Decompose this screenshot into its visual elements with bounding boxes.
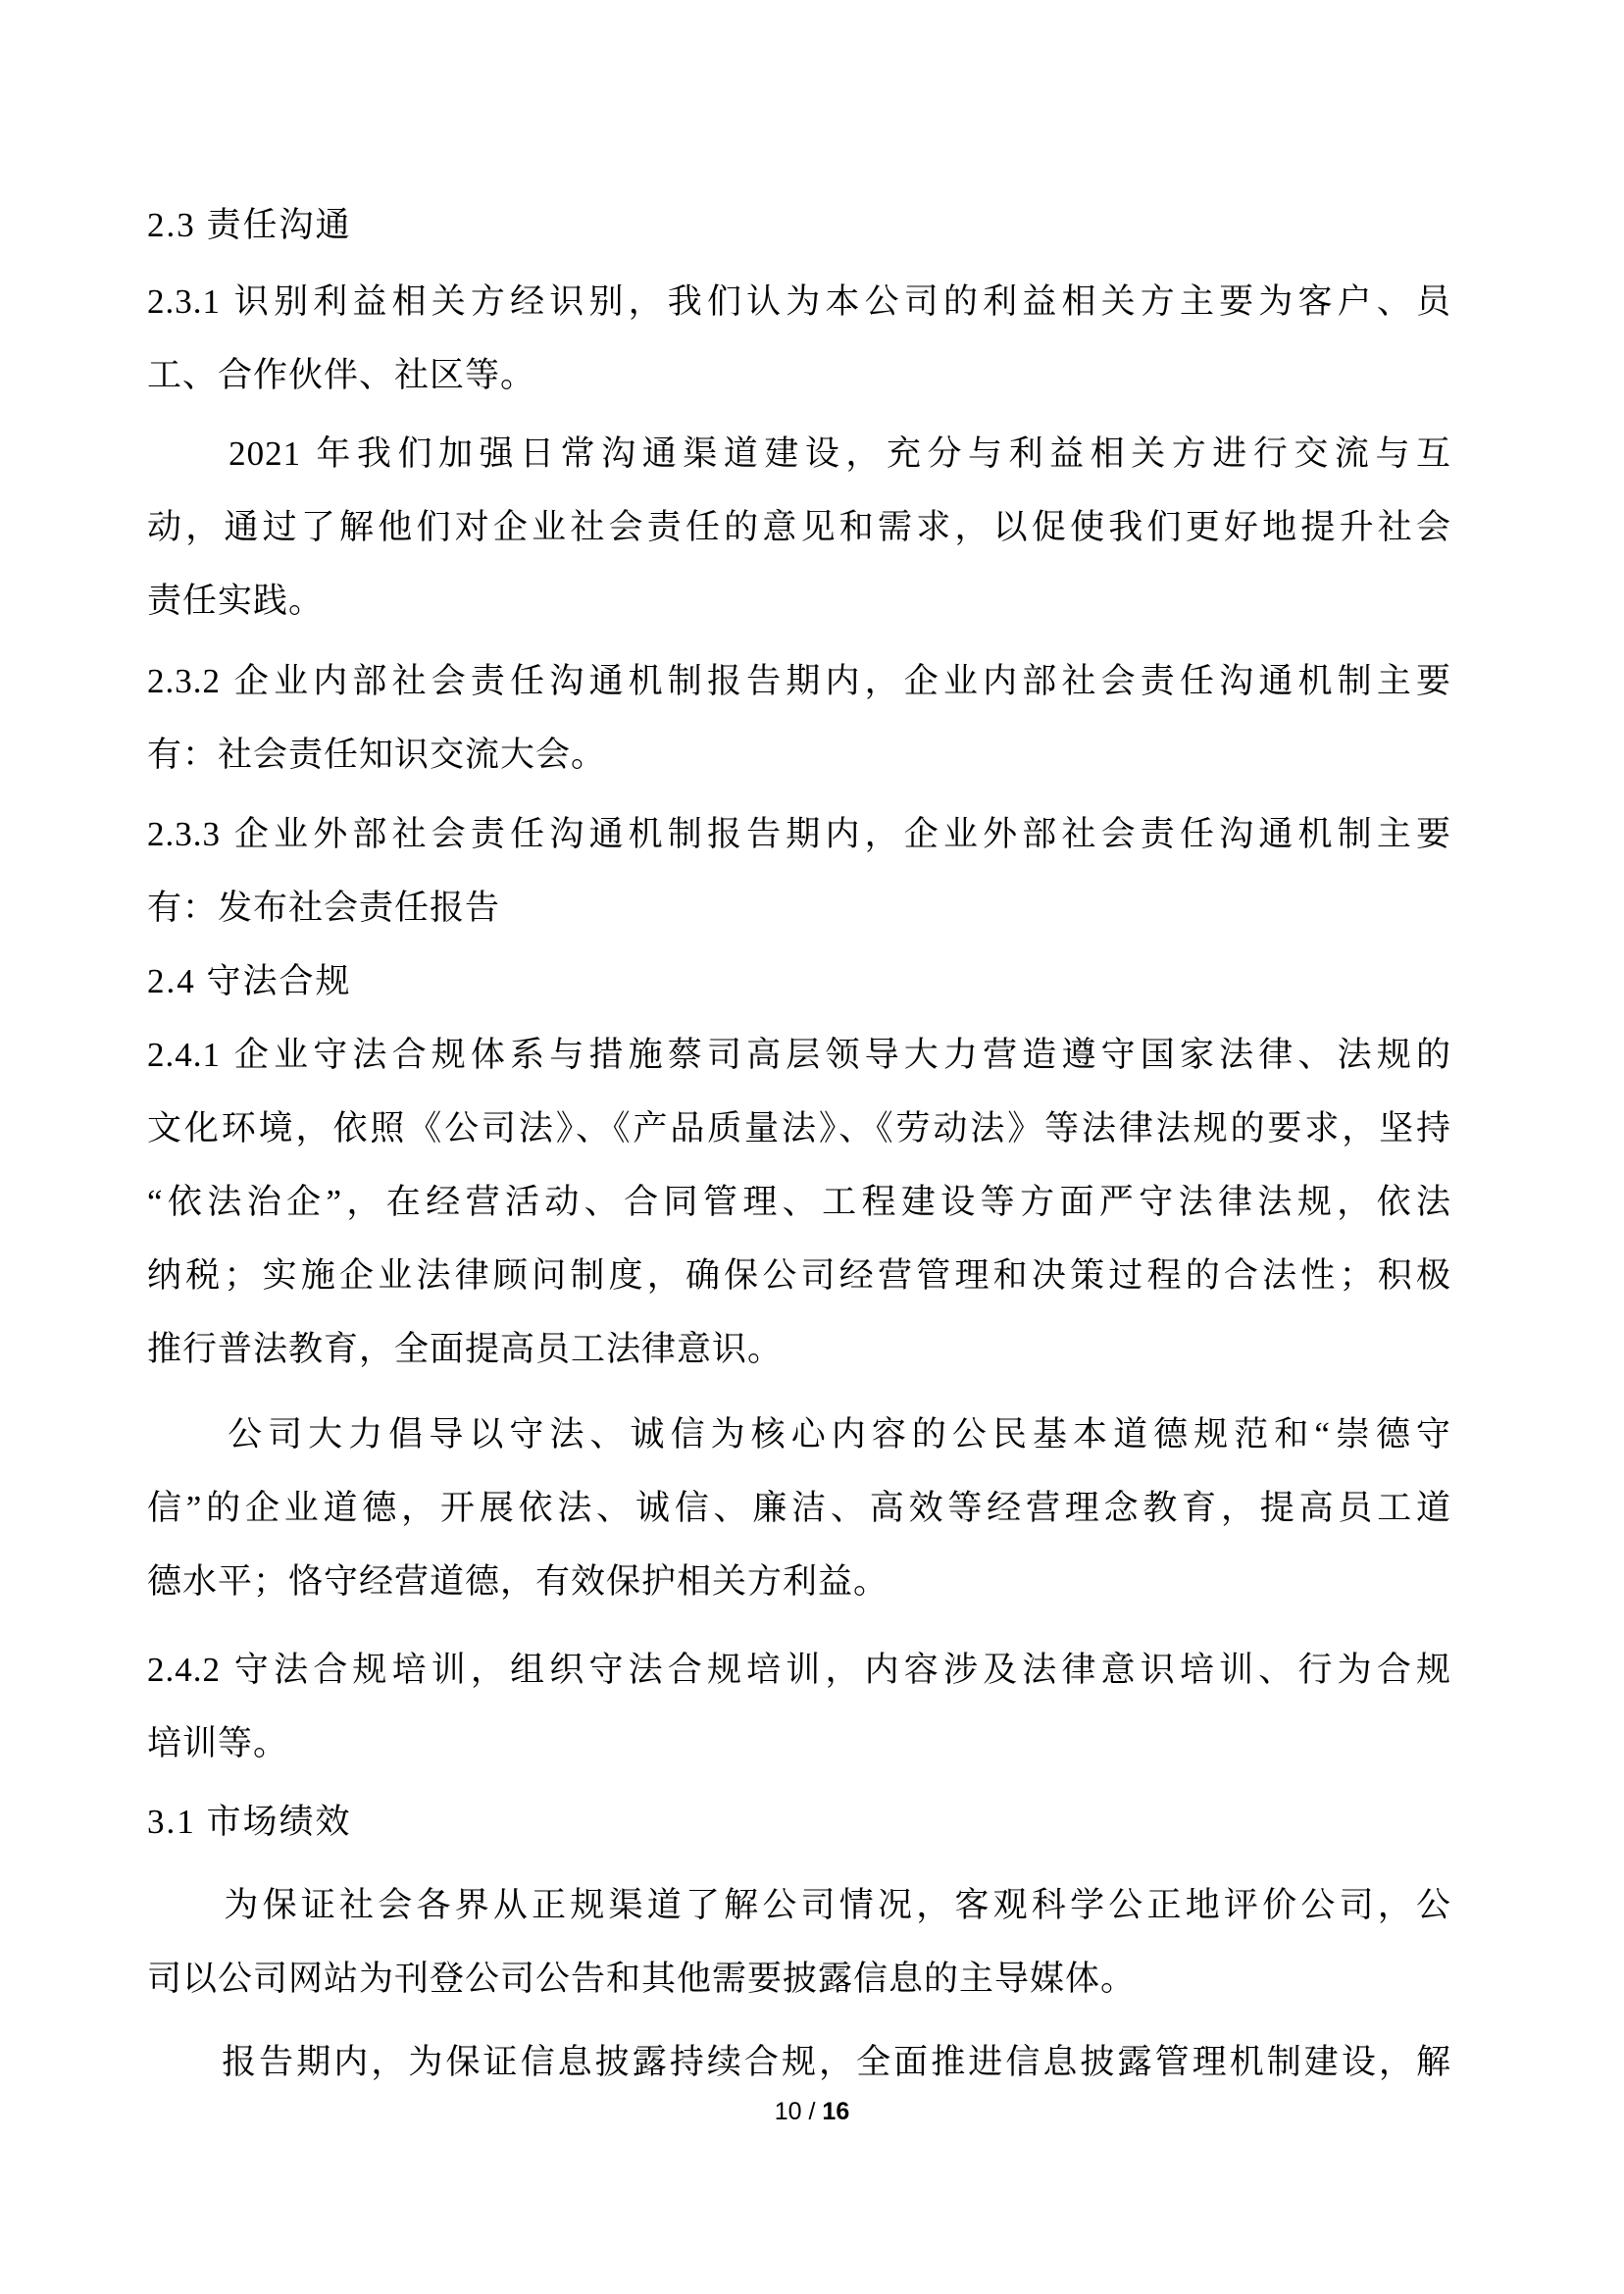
text-line: 2.4.1 企业守法合规体系与措施蔡司高层领导大力营造遵守国家法律、法规的: [147, 1036, 1451, 1074]
heading-text: 2.3 责任沟通: [147, 206, 352, 244]
paragraph-2-3-3: [147, 797, 1451, 944]
heading-text: 2.4 守法合规: [147, 962, 352, 1000]
text-line: 信”的企业道德，开展依法、诚信、廉洁、高效等经营理念教育，提高员工道: [147, 1489, 1451, 1527]
paragraph-2-3-2: [147, 644, 1451, 791]
page-number-separator: /: [801, 2098, 823, 2125]
text-line: 推行普法教育，全面提高员工法律意识。: [147, 1330, 784, 1368]
text-line: 文化环境，依照《公司法》、《产品质量法》、《劳动法》等法律法规的要求，坚持: [147, 1109, 1451, 1147]
text-line: 有：社会责任知识交流大会。: [147, 736, 607, 774]
text-line: 德水平；恪守经营道德，有效保护相关方利益。: [147, 1562, 889, 1601]
text-line: 2.3.2 企业内部社会责任沟通机制报告期内，企业内部社会责任沟通机制主要: [147, 662, 1451, 700]
paragraph-reporting-period: [147, 2025, 1451, 2099]
paragraph-2-4-2: [147, 1633, 1451, 1780]
paragraph-2-3-1: [147, 265, 1451, 412]
paragraph-ethics: [147, 1398, 1451, 1618]
text-line: 公司大力倡导以守法、诚信为核心内容的公民基本道德规范和“崇德守: [147, 1415, 1451, 1453]
text-line: “依法治企”，在经营活动、合同管理、工程建设等方面严守法律法规，依法: [147, 1183, 1451, 1221]
section-heading-3-1: [147, 1785, 1451, 1859]
text-line: 为保证社会各界从正规渠道了解公司情况，客观科学公正地评价公司，公: [147, 1886, 1451, 1924]
text-line: 责任实践。: [147, 582, 325, 620]
text-line: 有：发布社会责任报告: [147, 889, 501, 927]
text-line: 报告期内，为保证信息披露持续合规，全面推进信息披露管理机制建设，解: [147, 2043, 1451, 2081]
text-line: 2.3.3 企业外部社会责任沟通机制报告期内，企业外部社会责任沟通机制主要: [147, 815, 1451, 853]
text-line: 纳税；实施企业法律顾问制度，确保公司经营管理和决策过程的合法性；积极: [147, 1256, 1451, 1295]
paragraph-2021-communication: [147, 417, 1451, 637]
paragraph-2-4-1: [147, 1018, 1451, 1386]
text-line: 2021 年我们加强日常沟通渠道建设，充分与利益相关方进行交流与互: [147, 434, 1451, 473]
text-line: 工、合作伙伴、社区等。: [147, 356, 536, 394]
section-heading-2-3: [147, 188, 1451, 262]
text-line: 司以公司网站为刊登公司公告和其他需要披露信息的主导媒体。: [147, 1960, 1137, 1998]
page-number-current: 10: [774, 2098, 802, 2125]
text-line: 2.3.1 识别利益相关方经识别，我们认为本公司的利益相关方主要为客户、员: [147, 282, 1451, 321]
section-heading-2-4: [147, 944, 1451, 1018]
page-number: [0, 2097, 1624, 2126]
heading-text: 3.1 市场绩效: [147, 1803, 352, 1841]
text-line: 2.4.2 守法合规培训，组织守法合规培训，内容涉及法律意识培训、行为合规: [147, 1651, 1451, 1689]
paragraph-disclosure-media: [147, 1868, 1451, 2015]
page-number-total: 16: [822, 2098, 850, 2125]
text-line: 动，通过了解他们对企业社会责任的意见和需求，以促使我们更好地提升社会: [147, 508, 1451, 546]
text-line: 培训等。: [147, 1724, 289, 1762]
